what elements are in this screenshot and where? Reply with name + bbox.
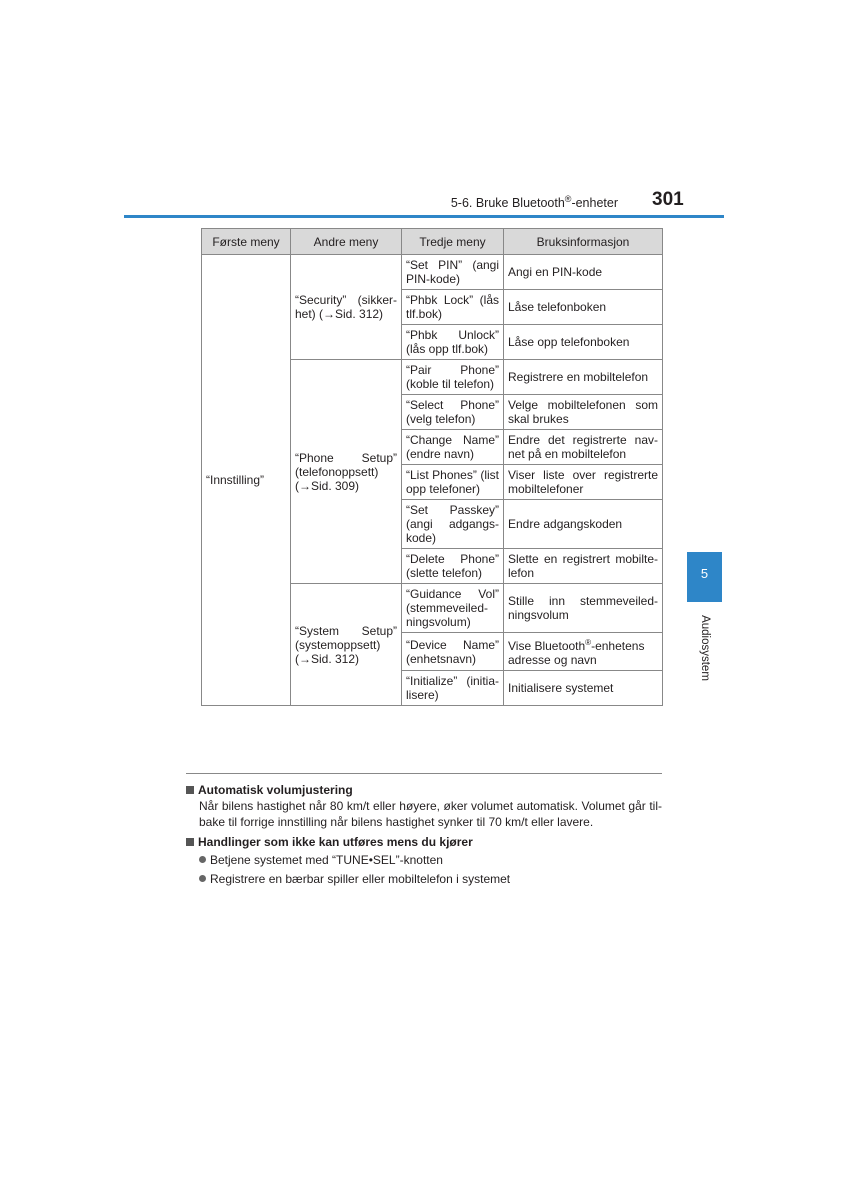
third-menu-cell: “Select Phone” (velg telefon) <box>402 395 504 430</box>
info-cell: Låse telefonboken <box>504 290 663 325</box>
info-text-suffix: -enhetens adresse og navn <box>508 639 645 667</box>
third-menu-cell: “List Phones” (list opp telefoner) <box>402 465 504 500</box>
chapter-label: Audiosystem <box>699 615 711 681</box>
second-menu-cell: “System Setup” (systemoppsett) (→Sid. 312) <box>291 584 402 706</box>
section-title-suffix: -enheter <box>571 196 618 211</box>
third-menu-cell: “Delete Phone” (slette telefon) <box>402 549 504 584</box>
header-first-menu: Første meny <box>202 229 291 255</box>
third-menu-cell: “Device Name” (enhetsnavn) <box>402 633 504 671</box>
third-menu-cell: “Set Passkey” (angi adgangs-kode) <box>402 500 504 549</box>
list-item-text: Betjene systemet med “TUNE•SEL”-knotten <box>210 853 443 867</box>
third-menu-cell: “Phbk Unlock” (lås opp tlf.bok) <box>402 325 504 360</box>
round-bullet-icon <box>199 856 206 863</box>
info-text: Vise Bluetooth <box>508 639 586 653</box>
auto-volume-note <box>186 782 662 830</box>
first-menu-cell: “Innstilling” <box>202 255 291 706</box>
square-bullet-icon <box>186 838 194 846</box>
table-row <box>202 255 663 290</box>
info-cell: Slette en registrert mobilte-lefon <box>504 549 663 584</box>
auto-volume-body: Når bilens hastighet når 80 km/t eller høyere, øker volumet automatisk. Volumet går til-bake til forrige innstilling når bilens hastighet synker til 70 km/t eller lavere. <box>199 799 662 829</box>
third-menu-cell: “Initialize” (initia-lisere) <box>402 671 504 706</box>
auto-volume-title: Automatisk volumjustering <box>198 783 353 797</box>
second-menu-cell: “Security” (sikker-het) (→Sid. 312) <box>291 255 402 360</box>
info-cell: Endre det registrerte nav-net på en mobiltelefon <box>504 430 663 465</box>
info-cell: Registrere en mobiltelefon <box>504 360 663 395</box>
menu-table <box>201 228 663 706</box>
list-item <box>199 852 443 868</box>
table-header-row <box>202 229 663 255</box>
header-second-menu: Andre meny <box>291 229 402 255</box>
header-usage-info: Bruksinformasjon <box>504 229 663 255</box>
info-cell: Viser liste over registrerte mobiltelefoner <box>504 465 663 500</box>
info-cell: Låse opp telefonboken <box>504 325 663 360</box>
info-cell <box>504 633 663 671</box>
page-number: 301 <box>652 189 684 210</box>
chapter-tab: 5 <box>687 552 722 602</box>
info-cell: Stille inn stemmeveiled-ningsvolum <box>504 584 663 633</box>
registered-mark: ® <box>564 194 572 204</box>
third-menu-cell: “Phbk Lock” (lås tlf.bok) <box>402 290 504 325</box>
section-title-text: 5-6. Bruke Bluetooth <box>450 196 565 211</box>
info-cell: Endre adgangskoden <box>504 500 663 549</box>
info-cell: Initialisere systemet <box>504 671 663 706</box>
second-menu-cell: “Phone Setup” (telefonoppsett) (→Sid. 309) <box>291 360 402 584</box>
third-menu-cell: “Guidance Vol” (stemmeveiled-ningsvolum) <box>402 584 504 633</box>
third-menu-cell: “Pair Phone” (koble til telefon) <box>402 360 504 395</box>
third-menu-cell: “Change Name” (endre navn) <box>402 430 504 465</box>
header-third-menu: Tredje meny <box>402 229 504 255</box>
list-item <box>199 871 510 887</box>
list-item-text: Registrere en bærbar spiller eller mobiltelefon i systemet <box>210 872 511 886</box>
round-bullet-icon <box>199 875 206 882</box>
table-bottom-rule <box>186 773 662 774</box>
restricted-title: Handlinger som ikke kan utføres mens du kjører <box>198 835 473 849</box>
info-cell: Angi en PIN-kode <box>504 255 663 290</box>
header-rule <box>124 215 724 218</box>
info-cell: Velge mobiltelefonen som skal brukes <box>504 395 663 430</box>
registered-mark: ® <box>585 638 592 647</box>
restricted-note <box>186 834 662 850</box>
square-bullet-icon <box>186 786 194 794</box>
section-header-title <box>380 194 618 210</box>
third-menu-cell: “Set PIN” (angi PIN-kode) <box>402 255 504 290</box>
